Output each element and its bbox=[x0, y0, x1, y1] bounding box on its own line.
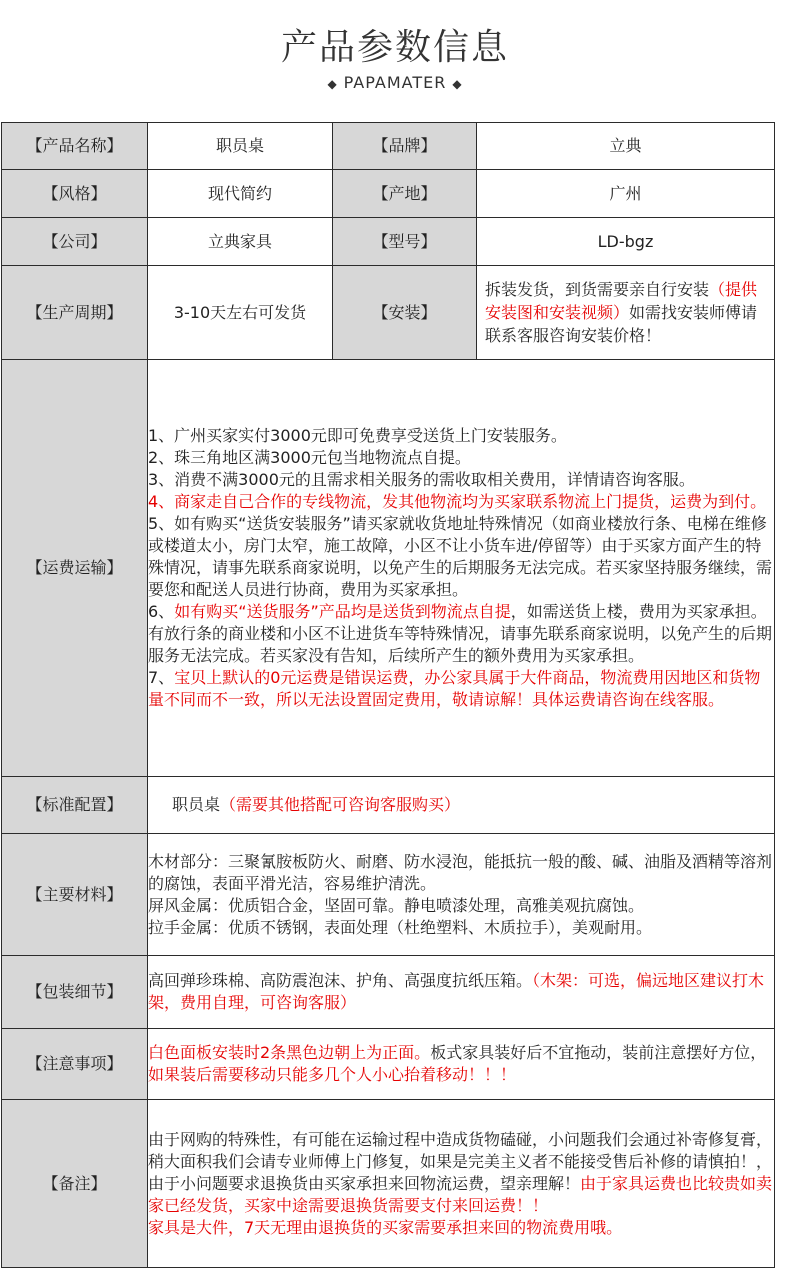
diamond-left-icon: ◆ bbox=[327, 77, 338, 91]
remarks-highlight-2: 家具是大件，7天无理由退换货的买家需要承担来回的物流费用哦。 bbox=[148, 1217, 623, 1237]
production-value: 3-10天左右可发货 bbox=[148, 266, 333, 360]
notice-value bbox=[148, 1029, 775, 1100]
remarks-highlight-1: 由于家具运费也比较贵如卖家已经发货，买家中途需要退换货需要支付来回运费！！ bbox=[148, 1173, 773, 1215]
model-label: 【型号】 bbox=[333, 218, 477, 266]
style-label: 【风格】 bbox=[2, 170, 148, 218]
diamond-right-icon: ◆ bbox=[452, 77, 463, 91]
shipping-item-6 bbox=[148, 601, 774, 667]
table-row bbox=[2, 360, 775, 777]
shipping-item-6-text: ，如需送货上楼，费用为买家承担。有放行条的商业楼和小区不让进货车等特殊情况，请事先联系商家说明，以免产生的后期服务无法完成。若买家没有告知，后续所产生的额外费用为买家承担。 bbox=[148, 602, 773, 665]
packing-value bbox=[148, 956, 775, 1029]
install-value bbox=[477, 266, 775, 360]
page-title: 产品参数信息 bbox=[280, 27, 509, 68]
table-row bbox=[2, 956, 775, 1029]
shipping-item-1: 1、广州买家实付3000元即可免费享受送货上门安装服务。 bbox=[148, 426, 567, 445]
remarks-text: 由于网购的特殊性，有可能在运输过程中造成货物磕碰，小问题我们会通过补寄修复膏，稍大面积我们会请专业师傅上门修复，如果是完美主义者不能接受售后补修的请慎拍！，由于小问题要求退换货由买家承担来回物流运费，望亲理解！ bbox=[148, 1129, 773, 1193]
product-name-value: 职员桌 bbox=[148, 123, 333, 170]
standard-text: 职员桌 bbox=[172, 795, 221, 814]
shipping-item-6-prefix: 6、 bbox=[148, 602, 175, 621]
packing-text: 高回弹珍珠棉、高防震泡沫、护角、高强度抗纸压箱。 bbox=[148, 971, 533, 990]
install-text-tail: 如需找安装师傅请联系客服咨询安装价格！ bbox=[485, 303, 758, 345]
shipping-item-7-prefix: 7、 bbox=[148, 668, 175, 687]
install-text: 拆装发货，到货需要亲自行安装 bbox=[485, 280, 710, 299]
brand-value: 立典 bbox=[477, 123, 775, 170]
standard-value bbox=[148, 777, 775, 834]
install-label: 【安装】 bbox=[333, 266, 477, 360]
table-row bbox=[2, 777, 775, 834]
packing-label: 【包装细节】 bbox=[2, 956, 148, 1029]
materials-label: 【主要材料】 bbox=[2, 834, 148, 956]
production-label: 【生产周期】 bbox=[2, 266, 148, 360]
standard-label: 【标准配置】 bbox=[2, 777, 148, 834]
install-highlight: （提供安装图和安装视频） bbox=[485, 280, 758, 322]
shipping-label: 【运费运输】 bbox=[2, 360, 148, 777]
materials-line-1: 木材部分：三聚氰胺板防火、耐磨、防水浸泡，能抵抗一般的酸、碱、油脂及酒精等溶剂的腐蚀，表面平滑光洁，容易维护清洗。 bbox=[148, 851, 773, 893]
company-value: 立典家具 bbox=[148, 218, 333, 266]
table-row bbox=[2, 1100, 775, 1268]
table-row bbox=[2, 218, 775, 266]
table-row bbox=[2, 834, 775, 956]
shipping-item-4: 4、商家走自己合作的专线物流，发其他物流均为买家联系物流上门提货，运费为到付。 bbox=[148, 492, 767, 511]
notice-highlight-2: 如果装后需要移动只能多几个人小心抬着移动！！！ bbox=[148, 1065, 517, 1084]
shipping-item-7-highlight: 宝贝上默认的0元运费是错误运费，办公家具属于大件商品，物流费用因地区和货物量不同而不一致，所以无法设置固定费用，敬请谅解！具体运费请咨询在线客服。 bbox=[148, 668, 761, 709]
origin-value: 广州 bbox=[477, 170, 775, 218]
packing-highlight: （木架：可选，偏远地区建议打木架，费用自理，可咨询客服） bbox=[148, 971, 765, 1012]
table-row bbox=[2, 170, 775, 218]
remarks-value bbox=[148, 1100, 775, 1268]
shipping-item-3: 3、消费不满3000元的且需求相关服务的需收取相关费用，详情请咨询客服。 bbox=[148, 470, 695, 489]
subtitle-text: PAPAMATER bbox=[343, 73, 447, 92]
table-row bbox=[2, 1029, 775, 1100]
table-row bbox=[2, 123, 775, 170]
shipping-item-5: 5、如有购买“送货安装服务”请买家就收货地址特殊情况（如商业楼放行条、电梯在维修或楼道太小，房门太窄，施工故障，小区不让小货车进/停留等）由于买家方面产生的特殊情况，请事先联系商家说明，以免产生的后期服务无法完成。若买家坚持服务继续，需要您和配送人员进行协商，费用为买家承担。 bbox=[148, 514, 773, 599]
page-header bbox=[0, 0, 790, 122]
product-name-label: 【产品名称】 bbox=[2, 123, 148, 170]
shipping-item-6-highlight: 如有购买“送货服务”产品均是送货到物流点自提 bbox=[174, 602, 511, 621]
origin-label: 【产地】 bbox=[333, 170, 477, 218]
standard-highlight: （需要其他搭配可咨询客服购买） bbox=[220, 795, 461, 814]
notice-label: 【注意事项】 bbox=[2, 1029, 148, 1100]
materials-value bbox=[148, 834, 775, 956]
materials-line-2: 屏风金属：优质铝合金，坚固可靠。静电喷漆处理，高雅美观抗腐蚀。 bbox=[148, 895, 645, 915]
materials-line-3: 拉手金属：优质不锈钢，表面处理（杜绝塑料、木质拉手），美观耐用。 bbox=[148, 917, 653, 937]
page-subtitle bbox=[0, 72, 790, 95]
shipping-item-2: 2、珠三角地区满3000元包当地物流点自提。 bbox=[148, 448, 471, 467]
remarks-label: 【备注】 bbox=[2, 1100, 148, 1268]
brand-label: 【品牌】 bbox=[333, 123, 477, 170]
model-value: LD-bgz bbox=[477, 218, 775, 266]
parameter-table bbox=[1, 122, 775, 1268]
notice-highlight-1: 白色面板安装时2条黑色边朝上为正面。 bbox=[148, 1043, 431, 1062]
company-label: 【公司】 bbox=[2, 218, 148, 266]
style-value: 现代简约 bbox=[148, 170, 333, 218]
notice-text: 板式家具装好后不宜拖动，装前注意摆好方位， bbox=[430, 1043, 767, 1062]
shipping-value bbox=[148, 360, 775, 777]
table-row bbox=[2, 266, 775, 360]
shipping-item-7 bbox=[148, 667, 774, 711]
